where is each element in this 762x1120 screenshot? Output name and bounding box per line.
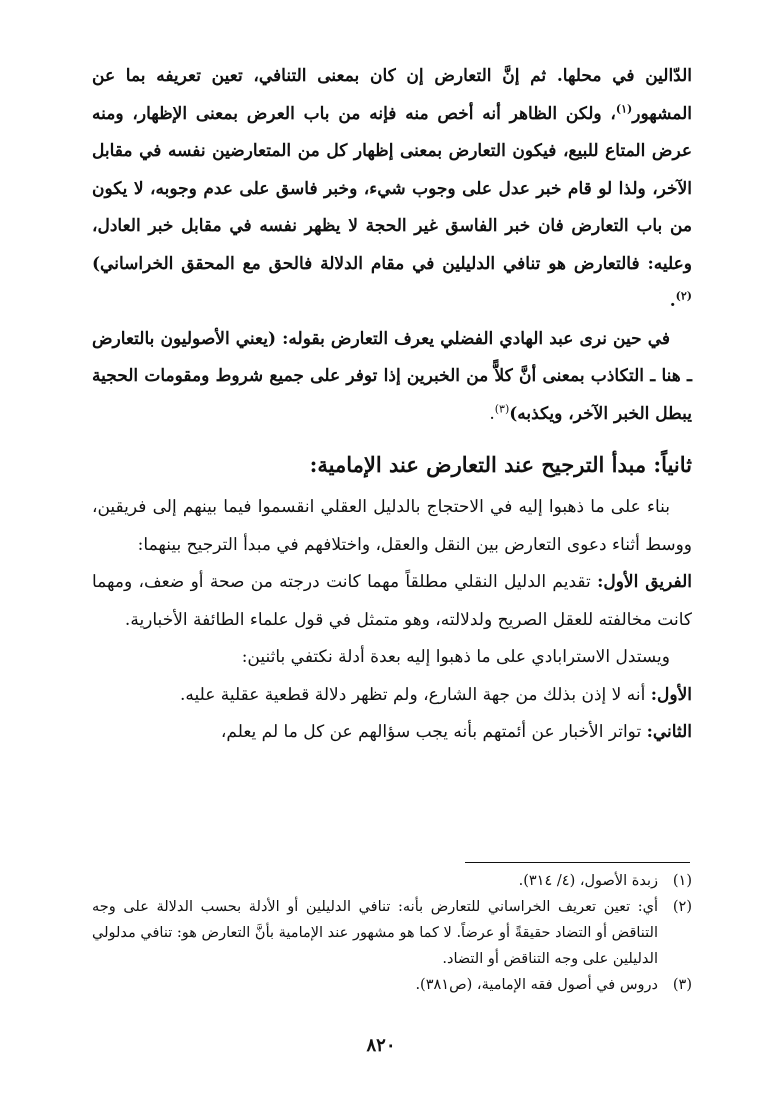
section-heading: ثانياً: مبدأ الترجيح عند التعارض عند الإمامية: <box>309 452 692 477</box>
paragraph-2-text: في حين نرى عبد الهادي الفضلي يعرف التعارض بقوله: (يعني الأصوليون بالتعارض ـ هنا ـ التكاذب بمعنى أنَّ كلاًّ من الخبرين إذا توفر على جميع شروط ومقومات الحجية يبطل الخبر الآخر، ويكذبه) <box>92 328 692 424</box>
paragraph-7-lead: الثاني: <box>646 722 692 742</box>
footnote-ref-3[interactable]: (٣) <box>494 401 510 415</box>
footnote-divider <box>465 862 690 863</box>
paragraph-5: ويستدل الاسترابادي على ما ذهبوا إليه بعدة أدلة نكتفي باثنين: <box>241 647 670 667</box>
paragraph-6 <box>92 677 692 715</box>
paragraph-4 <box>92 564 692 639</box>
footnote-number: (٣) <box>672 977 692 993</box>
footnote-item <box>92 894 692 972</box>
footnote-number: (٢) <box>672 899 692 915</box>
paragraph-1-text-a: الدّالين في محلها. ثم إنَّ التعارض إن كان بمعنى التنافي، تعين تعريفه بما عن المشهور <box>92 66 692 124</box>
paragraph-7-text: تواتر الأخبار عن أئمتهم بأنه يجب سؤالهم عن كل ما لم يعلم، <box>220 722 647 742</box>
paragraph-6-text: أنه لا إذن بذلك من جهة الشارع، ولم تظهر دلالة قطعية عقلية عليه. <box>179 684 651 705</box>
footnote-number: (١) <box>672 873 692 889</box>
footnote-ref-1[interactable]: (١) <box>615 101 633 115</box>
page-number: ٨٢٠ <box>366 1035 396 1056</box>
paragraph-6-lead: الأول: <box>650 684 692 705</box>
footnote-text: دروس في أصول فقه الإمامية، (ص٣٨١). <box>415 977 658 993</box>
paragraph-1-end: . <box>669 291 676 311</box>
footnote-text: أي: تعين تعريف الخراساني للتعارض بأنه: تنافي الدليلين أو الأدلة بحسب الدلالة على وجه التناقض أو التضاد حقيقةً أو عرضاً. لا كما هو مشهور عند الإمامية بأنَّ التعارض هو: تنافي مدلولي الدليلين على وجه التناقض أو التضاد. <box>92 899 658 967</box>
paragraph-4-lead: الفريق الأول: <box>597 572 692 592</box>
paragraph-3: بناء على ما ذهبوا إليه في الاحتجاج بالدليل العقلي انقسموا فيما بينهم إلى فريقين، ووسط أثناء دعوى التعارض بين النقل والعقل، واختلافهم في مبدأ الترجيح بينهما: <box>92 497 692 555</box>
footnote-text: زبدة الأصول، (٤/ ٣١٤). <box>518 873 658 889</box>
footnote-item <box>92 868 692 894</box>
paragraph-2-end: . <box>489 403 495 424</box>
footnote-item <box>92 972 692 998</box>
paragraph-7 <box>92 714 692 752</box>
footnotes <box>92 868 692 998</box>
footnote-ref-2[interactable]: (٢) <box>675 289 692 303</box>
paragraph-1-text-b: ، ولكن الظاهر أنه أخص منه فإنه من باب العرض بمعنى الإظهار، ومنه عرض المتاع للبيع، فيكون التعارض بمعنى إظهار كل من المتعارضين نفسه في مقابل الآخر، ولذا لو قام خبر عدل على وجوب شيء، وخبر فاسق على عدم وجوبه، لا يكون من باب التعارض فان خبر الفاسق غير الحجة لا يظهر نفسه في مقابل خبر العادل، وعليه: فالتعارض هو تنافي الدليلين في مقام الدلالة فالحق مع المحقق الخراساني) <box>92 103 692 274</box>
paragraph-2 <box>92 321 692 434</box>
paragraph-4-text: تقديم الدليل النقلي مطلقاً مهما كانت درجته من صحة أو ضعف، ومهما كانت مخالفته للعقل الصريح ولدلالته، وهو متمثل في قول علماء الطائفة الأخبارية. <box>92 572 692 630</box>
paragraph-1 <box>92 58 692 321</box>
page-body <box>92 58 692 752</box>
